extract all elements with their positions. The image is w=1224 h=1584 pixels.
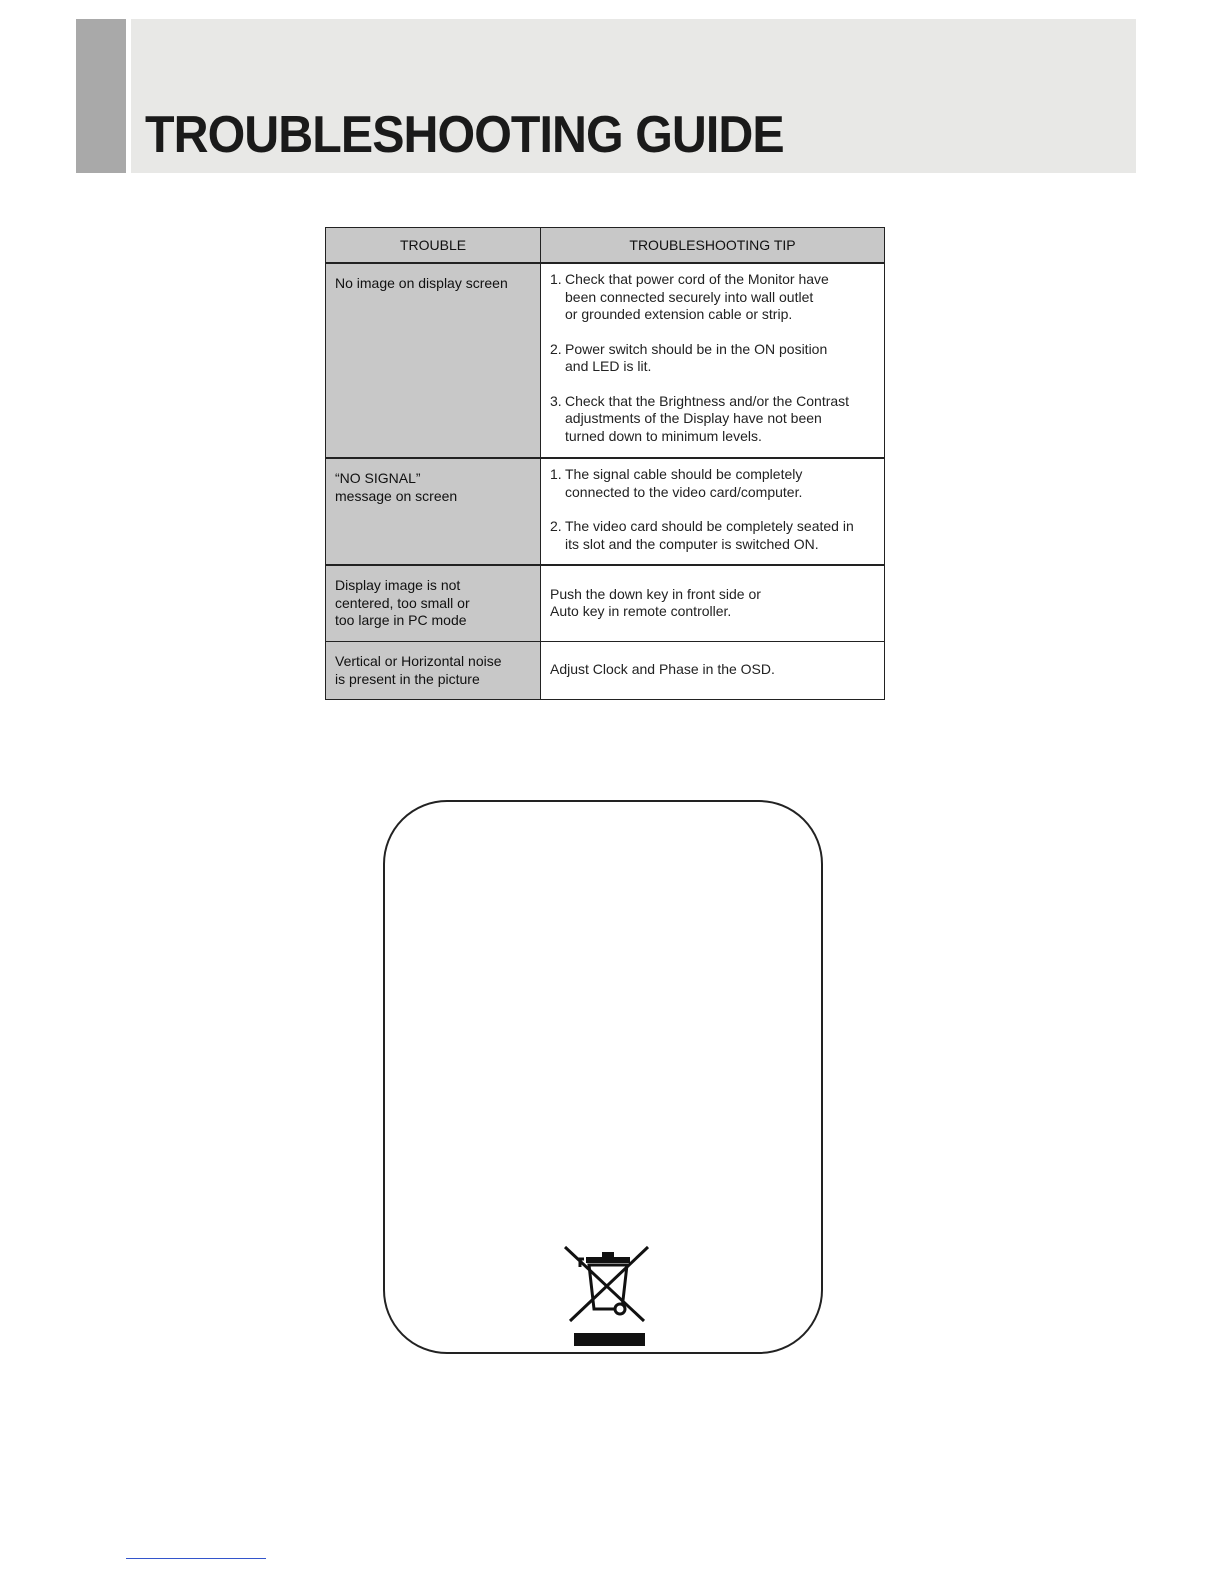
tip-number: 1.: [550, 466, 562, 482]
tip-item: [550, 466, 876, 501]
tip-text: The signal cable should be completely connected to the video card/computer.: [565, 466, 803, 500]
column-header-trouble: TROUBLE: [326, 228, 541, 264]
tip-item: [550, 341, 876, 376]
tip-number: 2.: [550, 340, 562, 357]
tip-text: Check that power cord of the Monitor have been connected securely into wall outlet or grounded extension cable or strip.: [565, 271, 829, 322]
tip-text: Check that the Brightness and/or the Contrast adjustments of the Display have not been turned down to minimum levels.: [565, 392, 850, 444]
table-row: [326, 565, 885, 642]
tip-item: [550, 518, 876, 553]
tip-text: The video card should be completely seated in its slot and the computer is switched ON.: [565, 518, 854, 552]
trouble-cell: Display image is not centered, too small or too large in PC mode: [326, 565, 541, 642]
tip-cell: Push the down key in front side or Auto key in remote controller.: [541, 565, 885, 642]
trouble-cell: Vertical or Horizontal noise is present in the picture: [326, 642, 541, 700]
page-title: TROUBLESHOOTING GUIDE: [145, 106, 784, 164]
column-header-tip: TROUBLESHOOTING TIP: [541, 228, 885, 264]
tip-item: [550, 271, 876, 324]
tip-number: 2.: [550, 518, 562, 534]
tip-cell: [541, 458, 885, 565]
tip-list: [550, 466, 876, 553]
tip-number: 1.: [550, 271, 562, 287]
trouble-cell: No image on display screen: [326, 263, 541, 458]
header-accent-bar: [76, 19, 126, 173]
tip-text: Power switch should be in the ON position and LED is lit.: [565, 340, 828, 374]
table-header-row: [326, 228, 885, 264]
table-row: [326, 642, 885, 700]
tip-item: [550, 393, 876, 446]
table-row: [326, 458, 885, 565]
tip-cell: [541, 263, 885, 458]
footer-link-rule: [126, 1558, 266, 1559]
crossed-out-wheelie-bin-icon: [562, 1243, 652, 1347]
tip-list: [550, 271, 876, 445]
table-row: [326, 263, 885, 458]
tip-cell: Adjust Clock and Phase in the OSD.: [541, 642, 885, 700]
trouble-cell: “NO SIGNAL” message on screen: [326, 458, 541, 565]
troubleshooting-table: [325, 227, 885, 700]
tip-number: 3.: [550, 392, 562, 409]
